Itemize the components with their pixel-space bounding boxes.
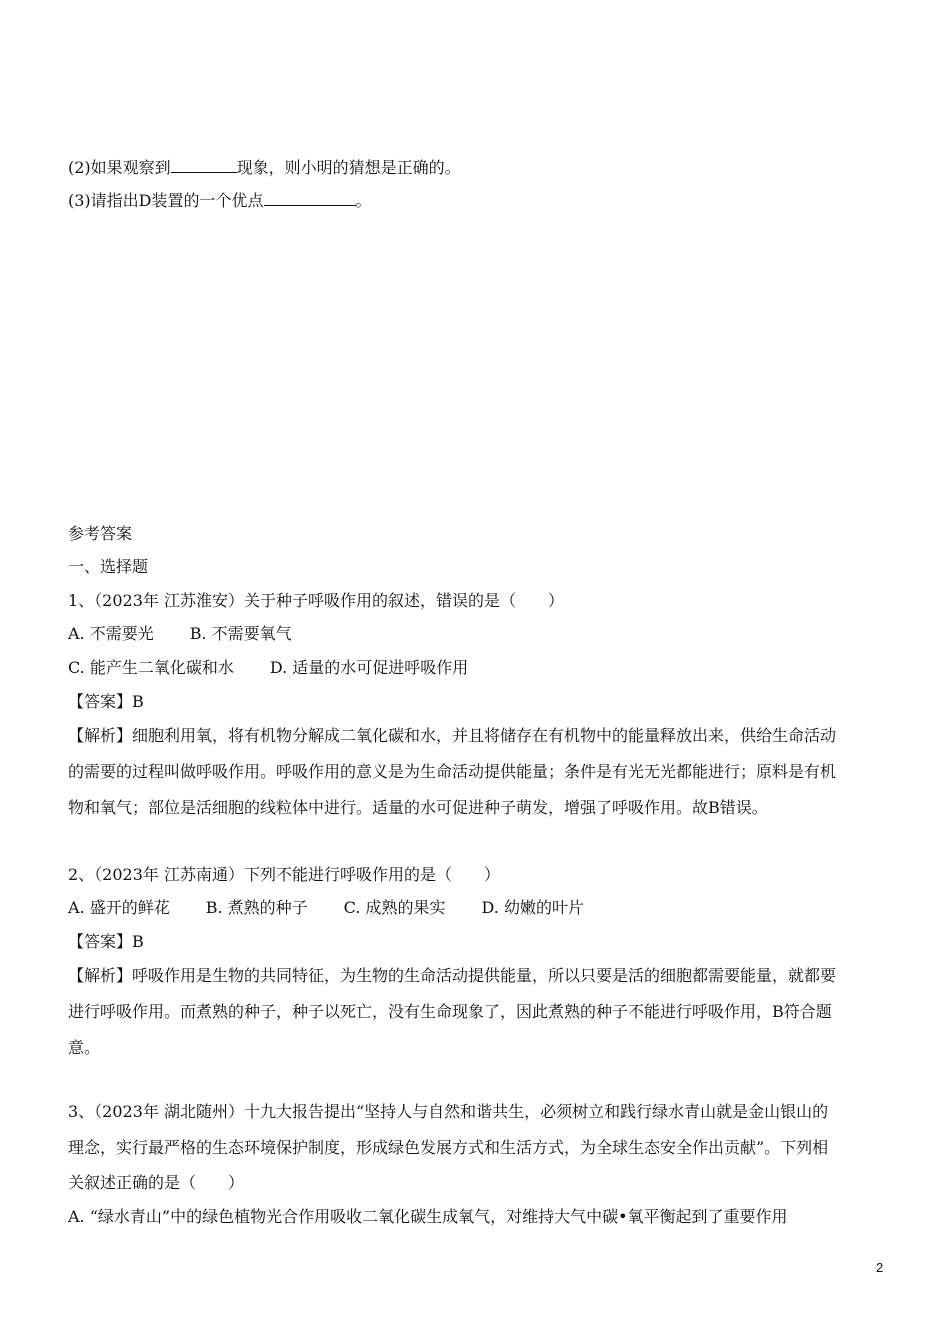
question-3-stem-2: 理念，实行最严格的生态环境保护制度，形成绿色发展方式和生活方式，为全球生态安全作出贡献”。下列相 [68, 1138, 829, 1157]
question-3-option-a: A. “绿水青山”中的绿色植物光合作用吸收二氧化碳生成氧气，对维持大气中碳•氧平衡起到了重要作用 [68, 1207, 788, 1226]
question-1-options-ab [68, 623, 292, 645]
question-2-options [68, 897, 584, 919]
question-3-stem-3: 关叙述正确的是（ ） [68, 1173, 245, 1192]
answers-header: 参考答案 [68, 524, 133, 543]
question-2-analysis-1: 【解析】呼吸作用是生物的共同特征，为生物的生命活动提供能量，所以只要是活的细胞都需要能量，就都要 [68, 966, 837, 985]
question-1-options-cd [68, 657, 468, 679]
question-3-fill: (3)请指出D装置的一个优点 。 [68, 191, 372, 210]
option-a: A. 盛开的鲜花 [68, 898, 170, 917]
option-d: D. 幼嫩的叶片 [481, 898, 584, 917]
option-b: B. 煮熟的种子 [205, 898, 308, 917]
option-a: A. 不需要光 [68, 624, 154, 643]
question-1-stem: 1、（2023年 江苏淮安）关于种子呼吸作用的叙述，错误的是（ ） [68, 591, 564, 610]
question-2-analysis-3: 意。 [68, 1038, 101, 1057]
option-d: D. 适量的水可促进呼吸作用 [269, 658, 469, 677]
question-1-analysis-1: 【解析】细胞利用氧，将有机物分解成二氧化碳和水，并且将储存在有机物中的能量释放出来，供给生命活动 [68, 726, 837, 745]
option-c: C. 能产生二氧化碳和水 [68, 658, 234, 677]
page-number: 2 [876, 1260, 884, 1275]
question-2-fill: (2)如果观察到 现象，则小明的猜想是正确的。 [68, 158, 461, 177]
option-c: C. 成熟的果实 [343, 898, 446, 917]
option-b: B. 不需要氧气 [189, 624, 292, 643]
question-3-stem-1: 3、（2023年 湖北随州）十九大报告提出“坚持人与自然和谐共生，必须树立和践行绿水青山就是金山银山的 [68, 1102, 829, 1121]
question-2-analysis-2: 进行呼吸作用。而煮熟的种子，种子以死亡，没有生命现象了，因此煮熟的种子不能进行呼吸作用，B符合题 [68, 1002, 832, 1021]
question-2-stem: 2、（2023年 江苏南通）下列不能进行呼吸作用的是（ ） [68, 865, 500, 884]
question-1-answer: 【答案】B [68, 692, 144, 711]
question-2-answer: 【答案】B [68, 932, 144, 951]
fill-blank [264, 191, 356, 206]
question-1-analysis-3: 物和氧气；部位是活细胞的线粒体中进行。适量的水可促进种子萌发，增强了呼吸作用。故B错误。 [68, 798, 768, 817]
section-title: 一、选择题 [68, 557, 149, 576]
question-1-analysis-2: 的需要的过程叫做呼吸作用。呼吸作用的意义是为生命活动提供能量；条件是有光无光都能进行；原料是有机 [68, 762, 837, 781]
fill-blank [171, 158, 237, 173]
